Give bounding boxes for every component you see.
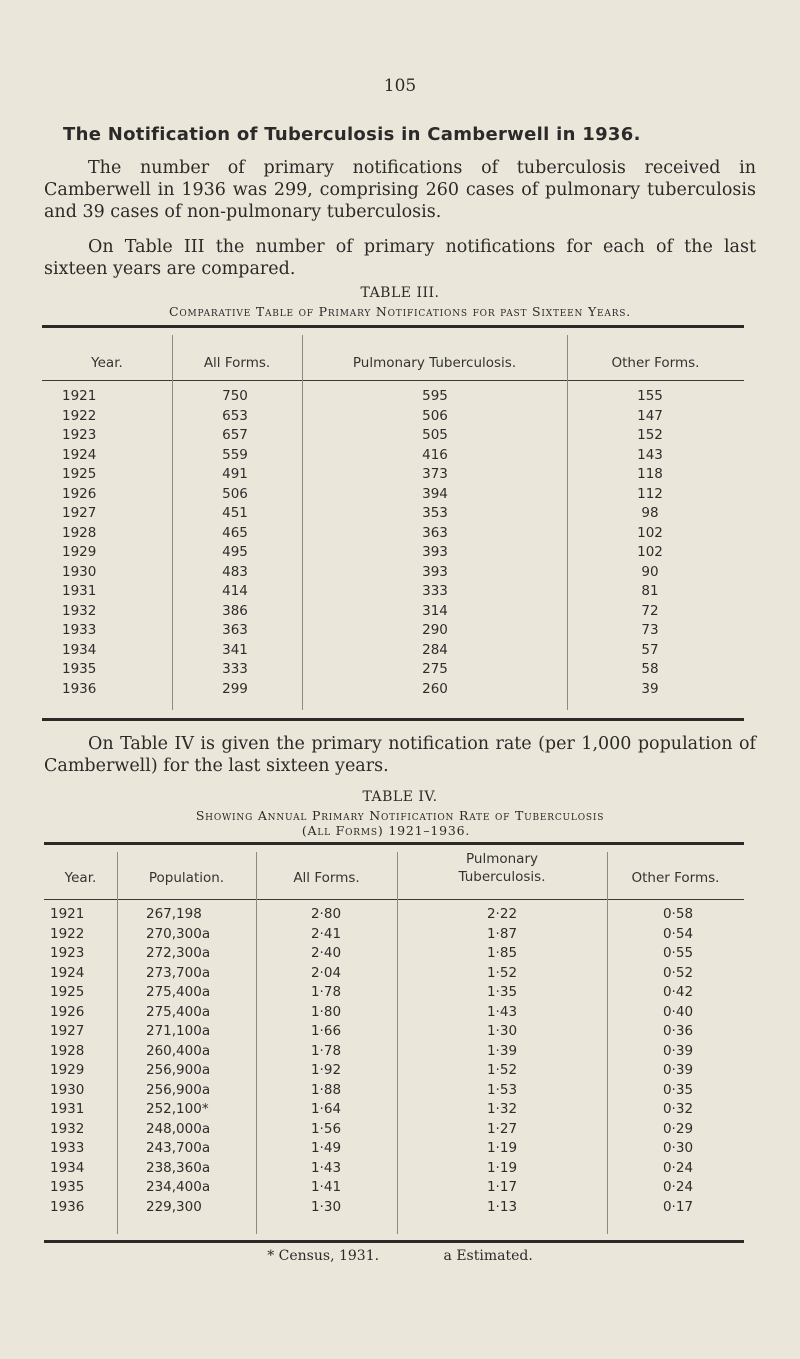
- table4-cell: 0·40: [662, 1003, 694, 1020]
- table3-cell: 559: [222, 446, 248, 463]
- footnote-estimated: a Estimated.: [443, 1248, 533, 1264]
- table3-title: TABLE III.: [360, 285, 440, 301]
- table4-cell: 0·17: [662, 1198, 694, 1215]
- table3-cell: 750: [222, 388, 248, 404]
- table3-cell: 393: [422, 563, 448, 580]
- table3-cell: 333: [222, 661, 248, 677]
- table4-cell: 252,100*: [146, 1101, 209, 1117]
- table4-cell: 1935: [50, 1179, 85, 1195]
- table4-cell: 1926: [50, 1003, 85, 1020]
- table4-cell: 0·58: [662, 906, 694, 922]
- table3-cell: 1931: [62, 583, 97, 599]
- table4-cell: 1·78: [310, 1042, 342, 1059]
- table4-cell: 1922: [50, 925, 85, 942]
- table4-cell: 2·80: [310, 906, 342, 922]
- table3-cell: 386: [222, 602, 248, 619]
- table4-cell: 229,300: [146, 1198, 202, 1215]
- footnote-census: * Census, 1931.: [267, 1248, 380, 1264]
- table4-cell: 1·35: [486, 984, 518, 1000]
- table3-cell: 1935: [62, 661, 97, 677]
- table4-cell: 1927: [50, 1023, 85, 1039]
- table4-cell: 1·43: [310, 1159, 342, 1176]
- table3-cell: 341: [222, 641, 248, 658]
- table3-cell: 394: [422, 485, 448, 502]
- table4-cell: 271,100a: [146, 1023, 211, 1039]
- table3-cell: 1926: [62, 485, 97, 502]
- table3-cell: 1924: [62, 446, 97, 463]
- table4-cell: 0·35: [662, 1081, 694, 1098]
- table4-divider: [117, 852, 118, 1234]
- table4-cell: 0·39: [662, 1062, 694, 1078]
- table3-cell: 1933: [62, 622, 97, 638]
- table4-cell: 1934: [50, 1159, 85, 1176]
- table3-cell: 1921: [62, 388, 97, 404]
- table4-cell: 267,198: [146, 906, 202, 922]
- table3-cell: 299: [222, 680, 248, 697]
- table4-cell: 1·52: [486, 1062, 518, 1078]
- table3-column-header: All Forms.: [203, 355, 271, 371]
- table4-cell: 1·80: [310, 1003, 342, 1020]
- table4-cell: 1·78: [310, 984, 342, 1000]
- table3-cell: 653: [222, 407, 248, 424]
- table4-cell: 1925: [50, 984, 85, 1000]
- table3-cell: 465: [222, 524, 248, 541]
- table3-cell: 314: [422, 602, 448, 619]
- table4-cell: 270,300a: [146, 925, 211, 942]
- table4-cell: 2·41: [310, 925, 342, 942]
- table4-cell: 0·52: [662, 964, 694, 981]
- table4-subtitle-line2: (All Forms) 1921–1936.: [301, 823, 471, 838]
- table4-divider: [256, 852, 257, 1234]
- table4-cell: 1932: [50, 1120, 85, 1137]
- table3-cell: 1934: [62, 641, 97, 658]
- table3-top-rule: [42, 325, 744, 328]
- table3-cell: 290: [422, 622, 448, 638]
- table4-cell: 1931: [50, 1101, 85, 1117]
- table4-cell: 1·27: [486, 1120, 518, 1137]
- table3-cell: 1925: [62, 466, 97, 482]
- table3-cell: 333: [422, 583, 448, 599]
- table3-cell: 39: [641, 680, 659, 697]
- table3-cell: 147: [637, 407, 663, 424]
- table4-cell: 238,360a: [146, 1159, 211, 1176]
- table4-cell: 1·13: [486, 1198, 518, 1215]
- table4-cell: 1·85: [486, 945, 518, 961]
- table3-cell: 98: [641, 505, 659, 521]
- table4-cell: 0·30: [662, 1140, 694, 1156]
- table4-column-header: All Forms.: [293, 870, 360, 886]
- table3-cell: 1930: [62, 563, 97, 580]
- table4-cell: 1·52: [486, 964, 518, 981]
- table4-title: TABLE IV.: [362, 789, 438, 805]
- table3-cell: 595: [422, 388, 448, 404]
- table4-cell: 1·17: [486, 1179, 518, 1195]
- table3-column-header: Other Forms.: [611, 355, 700, 371]
- table4-cell: 256,900a: [146, 1062, 211, 1078]
- table3-cell: 152: [637, 427, 663, 443]
- table4-cell: 2·04: [310, 964, 342, 981]
- table4-cell: 1·53: [486, 1081, 518, 1098]
- table4-cell: 1·30: [310, 1198, 342, 1215]
- table3-divider: [172, 335, 173, 710]
- table4-cell: 248,000a: [146, 1120, 211, 1137]
- page-number: 105: [383, 76, 417, 96]
- footnote: [0, 1248, 800, 1264]
- table3-cell: 73: [641, 622, 659, 638]
- table4-cell: 0·42: [662, 984, 694, 1000]
- table3-intro-text: On Table III the number of primary notifications for each of the last sixteen years are compared.: [44, 237, 756, 279]
- table4-header-rule: [44, 899, 744, 900]
- table4-cell: 1930: [50, 1081, 85, 1098]
- table4-cell: 1·56: [310, 1120, 342, 1137]
- table4-bottom-rule: [44, 1240, 744, 1243]
- table4-cell: 1·49: [310, 1140, 342, 1156]
- table3-cell: 72: [641, 602, 659, 619]
- table4-cell: 256,900a: [146, 1081, 211, 1098]
- table4-column-header: Year.: [64, 870, 97, 886]
- table4-divider: [397, 852, 398, 1234]
- table4-column-header: Pulmonary: [466, 851, 538, 867]
- table3-cell: 483: [222, 563, 248, 580]
- table3-cell: 118: [637, 466, 663, 482]
- table4-cell: 1929: [50, 1062, 85, 1078]
- table4-cell: 1·88: [310, 1081, 342, 1098]
- table4-cell: 0·29: [662, 1120, 694, 1137]
- table4-cell: 1936: [50, 1198, 85, 1215]
- table3-cell: 506: [422, 407, 448, 424]
- table4-cell: 0·36: [662, 1023, 694, 1039]
- table4-cell: 234,400a: [146, 1179, 211, 1195]
- table4-cell: 1·30: [486, 1023, 518, 1039]
- table4-cell: 1·41: [310, 1179, 342, 1195]
- table4-cell: 1·19: [486, 1159, 518, 1176]
- table3-cell: 1928: [62, 524, 97, 541]
- table4-cell: 0·24: [662, 1179, 694, 1195]
- table3-cell: 416: [422, 446, 448, 463]
- table4-cell: 1·43: [486, 1003, 518, 1020]
- table3-cell: 1927: [62, 505, 97, 521]
- table4-cell: 1923: [50, 945, 85, 961]
- table4-divider: [607, 852, 608, 1234]
- table4-column-header: Population.: [148, 870, 225, 886]
- table3-cell: 81: [641, 583, 659, 599]
- table4-cell: 0·24: [662, 1159, 694, 1176]
- table4-cell: 0·39: [662, 1042, 694, 1059]
- table3-cell: 90: [641, 563, 659, 580]
- table3-intro-paragraph: [44, 236, 756, 280]
- table3-cell: 373: [422, 466, 448, 482]
- table3-cell: 363: [222, 622, 248, 638]
- table4-intro-paragraph: [44, 733, 756, 777]
- table3-column-header: Year.: [91, 355, 123, 371]
- table3-cell: 1936: [62, 680, 97, 697]
- table3-cell: 143: [637, 446, 663, 463]
- table4-cell: 273,700a: [146, 964, 211, 981]
- table4-cell: 0·54: [662, 925, 694, 942]
- table3-cell: 57: [641, 641, 659, 658]
- table4-cell: 1·19: [486, 1140, 518, 1156]
- table3-cell: 363: [422, 524, 448, 541]
- table3-header-rule: [42, 380, 744, 381]
- table4-column-header: Other Forms.: [631, 870, 720, 886]
- table3-cell: 1923: [62, 427, 97, 443]
- table4-cell: 2·40: [310, 945, 342, 961]
- table3-cell: 491: [222, 466, 248, 482]
- table4-cell: 2·22: [486, 906, 518, 922]
- table3-subtitle: Comparative Table of Primary Notifications for past Sixteen Years.: [168, 304, 632, 319]
- table3-cell: 58: [641, 661, 659, 677]
- table4-cell: 0·32: [662, 1101, 694, 1117]
- table3-cell: 284: [422, 641, 448, 658]
- table4-cell: 0·55: [662, 945, 694, 961]
- intro-paragraph: [44, 157, 756, 223]
- table3-cell: 414: [222, 583, 248, 599]
- table3-bottom-rule: [42, 718, 744, 721]
- table4-cell: 1·32: [486, 1101, 518, 1117]
- table3-divider: [302, 335, 303, 710]
- table4-cell: 1·39: [486, 1042, 518, 1059]
- table4-cell: 1933: [50, 1140, 85, 1156]
- table4-cell: 272,300a: [146, 945, 211, 961]
- table4-cell: 1·92: [310, 1062, 342, 1078]
- section-heading: The Notification of Tuberculosis in Camberwell in 1936.: [63, 124, 641, 145]
- table3-cell: 451: [222, 505, 248, 521]
- table3-cell: 260: [422, 680, 448, 697]
- table3-cell: 495: [222, 544, 248, 560]
- table3-divider: [567, 335, 568, 710]
- table4-cell: 1·66: [310, 1023, 342, 1039]
- table3-cell: 506: [222, 485, 248, 502]
- table3-cell: 393: [422, 544, 448, 560]
- table3-cell: 155: [637, 388, 663, 404]
- table4-cell: 1·87: [486, 925, 518, 942]
- table3-cell: 112: [637, 485, 663, 502]
- table4-cell: 260,400a: [146, 1042, 211, 1059]
- table4-cell: 243,700a: [146, 1140, 211, 1156]
- table4-subtitle-line1: Showing Annual Primary Notification Rate of Tuberculosis: [195, 808, 605, 823]
- table4-cell: 1924: [50, 964, 85, 981]
- table3-cell: 102: [637, 524, 663, 541]
- table3-cell: 657: [222, 427, 248, 443]
- table4-cell: 275,400a: [146, 1003, 211, 1020]
- table3-cell: 353: [422, 505, 448, 521]
- table3-cell: 102: [637, 544, 663, 560]
- table3-cell: 1922: [62, 407, 97, 424]
- table3-cell: 275: [422, 661, 448, 677]
- table3-cell: 1932: [62, 602, 97, 619]
- table3-cell: 1929: [62, 544, 97, 560]
- table4-intro-text: On Table IV is given the primary notification rate (per 1,000 population of Camberwell) for the last sixteen years.: [44, 734, 756, 776]
- table4-cell: 1928: [50, 1042, 85, 1059]
- table3-cell: 505: [422, 427, 448, 443]
- table4-top-rule: [44, 842, 744, 845]
- table4-column-header: Tuberculosis.: [458, 869, 546, 885]
- table4-cell: 1·64: [310, 1101, 342, 1117]
- intro-paragraph-text: The number of primary notifications of tuberculosis received in Camberwell in 1936 was 299, comprising 260 cases of pulmonary tuberculosis and 39 cases of non-pulmonary tuberculosis.: [44, 158, 756, 222]
- table3-column-header: Pulmonary Tuberculosis.: [352, 355, 517, 371]
- table4-cell: 275,400a: [146, 984, 211, 1000]
- table4-cell: 1921: [50, 906, 85, 922]
